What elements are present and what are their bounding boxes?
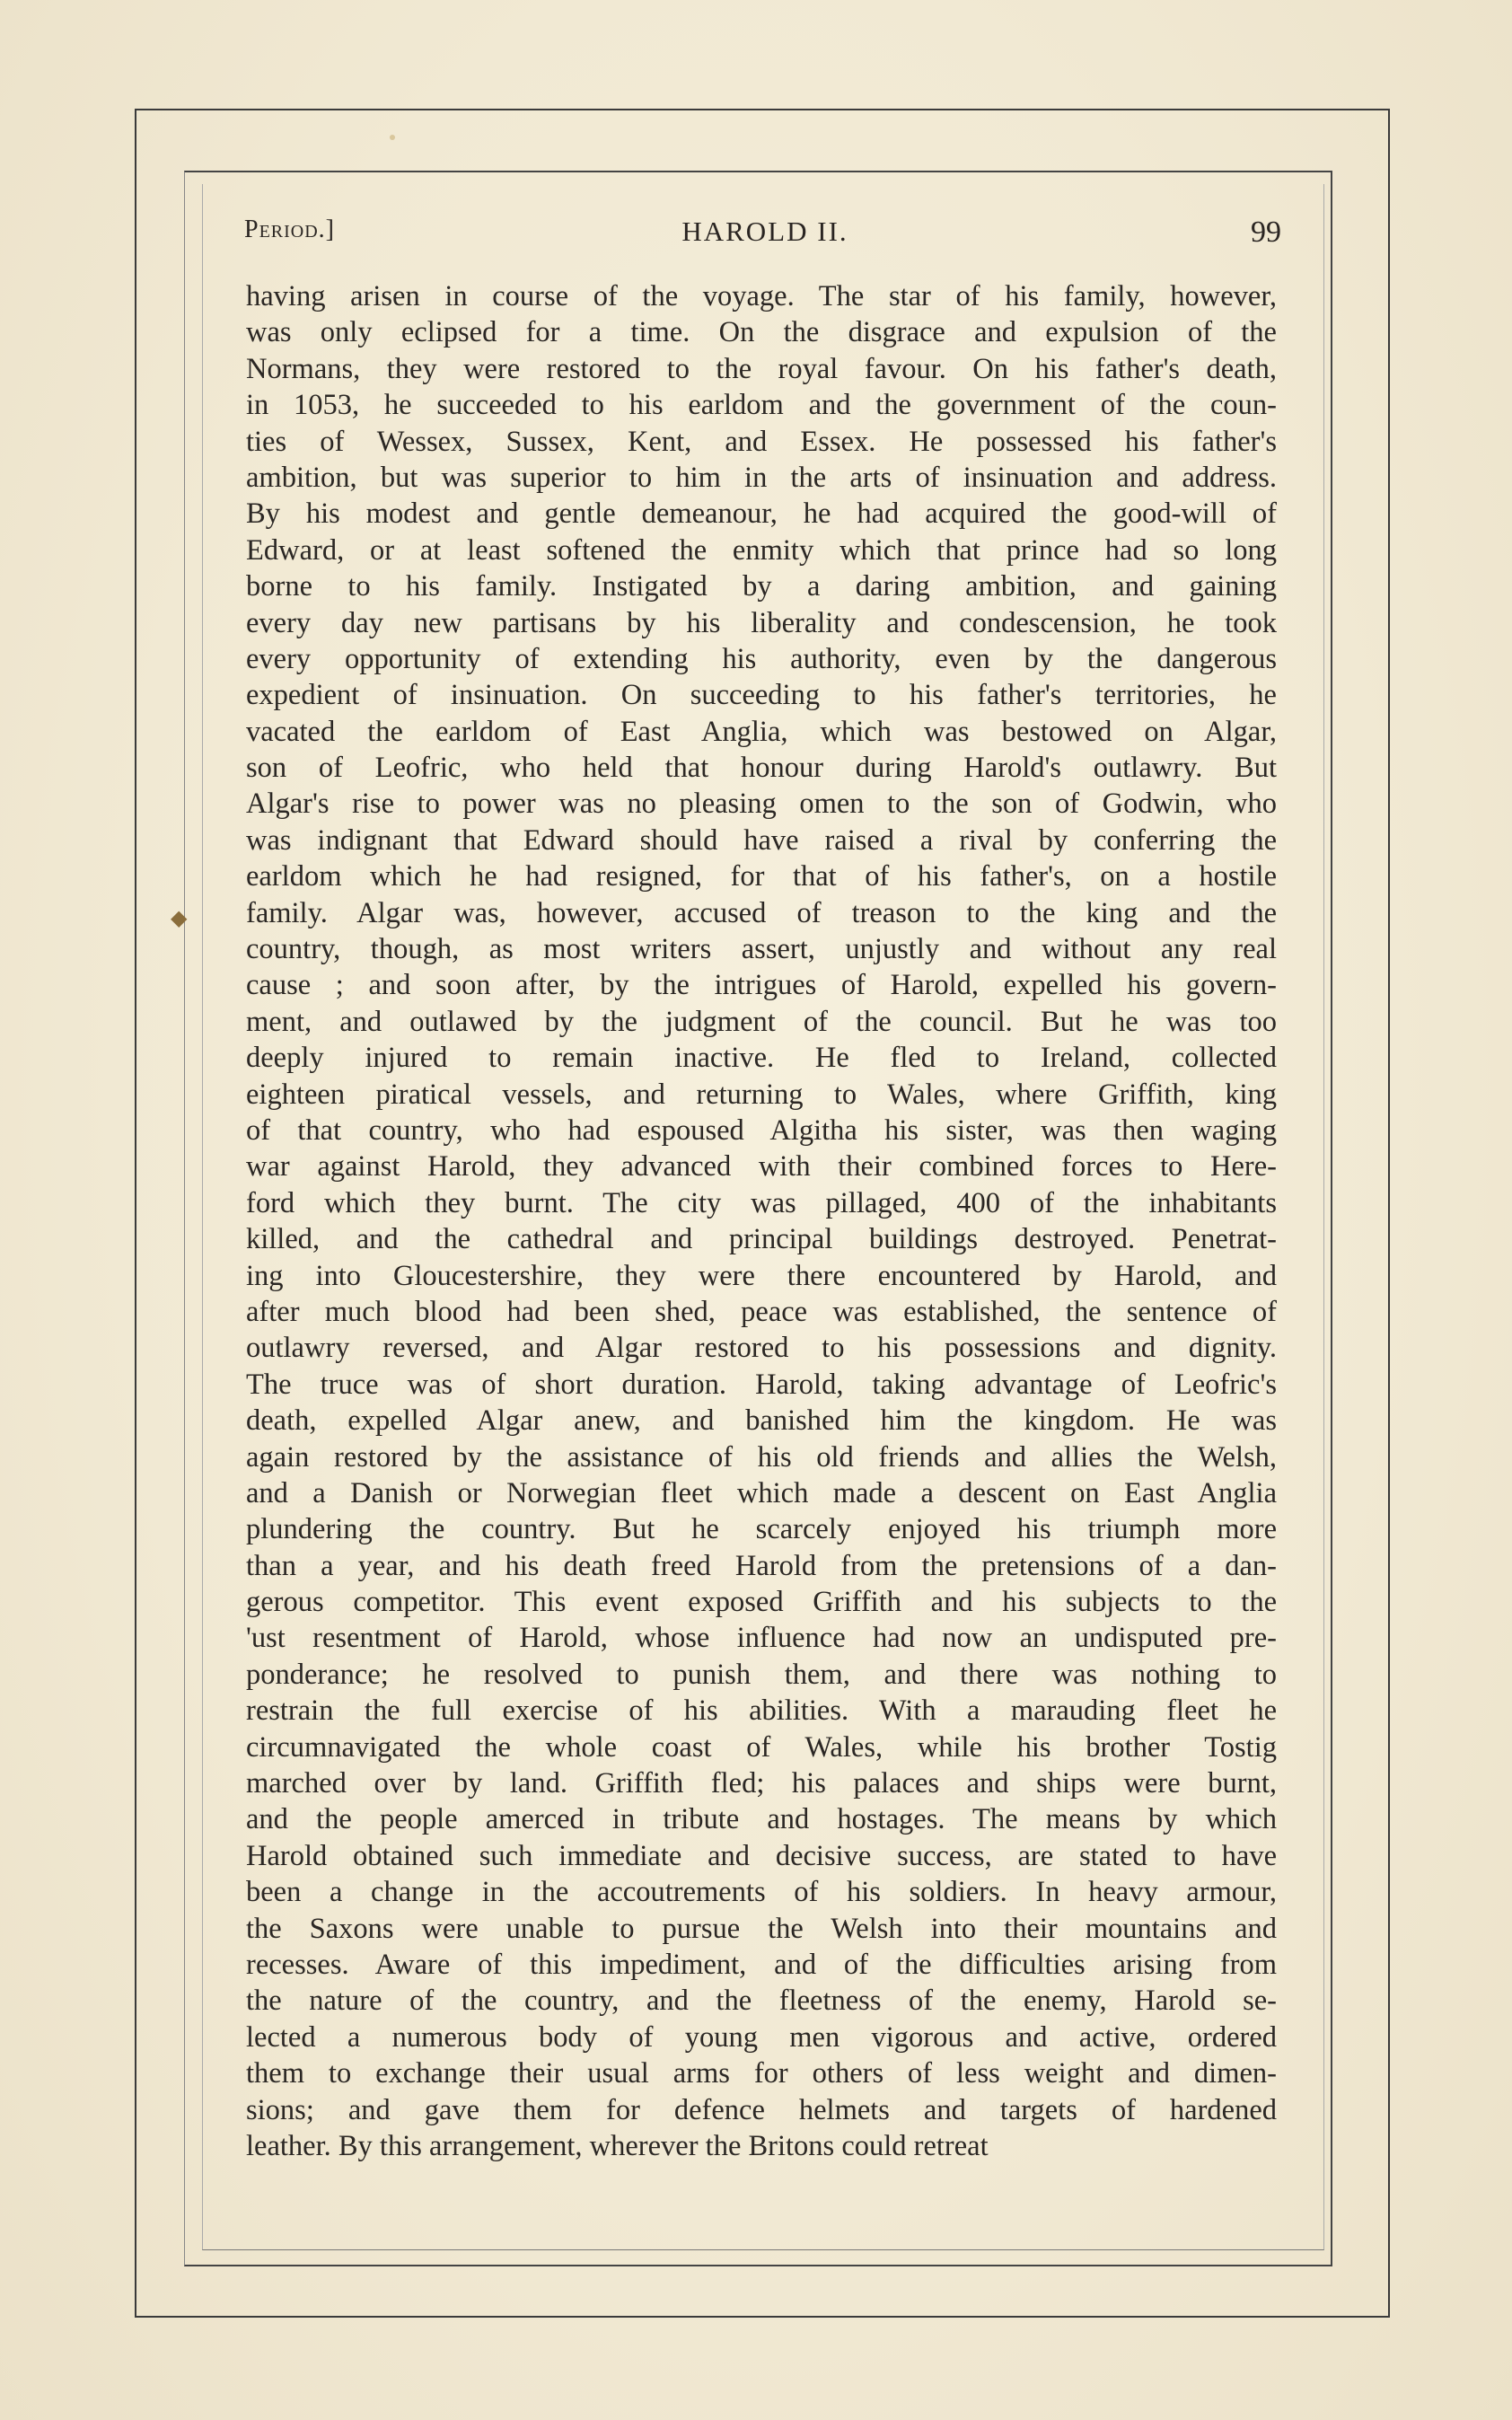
text-line: Algar's rise to power was no pleasing omen to the son of Godwin, who — [246, 788, 1277, 821]
text-line: borne to his family. Instigated by a daring ambition, and gaining — [246, 570, 1277, 603]
text-line: every opportunity of extending his authority, even by the dangerous — [246, 642, 1277, 675]
text-line: lected a numerous body of young men vigorous and active, ordered — [246, 2020, 1277, 2054]
text-line: recesses. Aware of this impediment, and of the difficulties arising from — [246, 1948, 1277, 1981]
text-line: outlawry reversed, and Algar restored to his possessions and dignity. — [246, 1332, 1277, 1365]
running-head-title: HAROLD II. — [681, 216, 848, 247]
text-line: ford which they burnt. The city was pillaged, 400 of the inhabitants — [246, 1186, 1277, 1219]
text-line: vacated the earldom of East Anglia, which was bestowed on Algar, — [246, 715, 1277, 748]
text-line: Edward, or at least softened the enmity which that prince had so long — [246, 533, 1277, 567]
text-line: them to exchange their usual arms for others of less weight and dimen- — [246, 2057, 1277, 2090]
body-text — [246, 278, 1277, 2164]
text-line: war against Harold, they advanced with their combined forces to Here- — [246, 1150, 1277, 1184]
text-line: and a Danish or Norwegian fleet which made a descent on East Anglia — [246, 1476, 1277, 1509]
text-line: Harold obtained such immediate and decisive success, are stated to have — [246, 1839, 1277, 1872]
text-line: The truce was of short duration. Harold, taking advantage of Leofric's — [246, 1368, 1277, 1401]
running-head-left: Period.] — [244, 216, 335, 243]
outer-frame-right-rule — [1388, 109, 1390, 2318]
page-number: 99 — [1251, 216, 1281, 249]
running-header — [244, 216, 1286, 251]
text-line: after much blood had been shed, peace was established, the sentence of — [246, 1295, 1277, 1328]
outer-frame-top-rule — [135, 109, 1390, 110]
text-line: plundering the country. But he scarcely enjoyed his triumph more — [246, 1513, 1277, 1546]
text-line: deeply injured to remain inactive. He fled to Ireland, collected — [246, 1042, 1277, 1075]
text-line: was only eclipsed for a time. On the disgrace and expulsion of the — [246, 316, 1277, 349]
text-line: the Saxons were unable to pursue the Welsh into their mountains and — [246, 1912, 1277, 1945]
text-line: was indignant that Edward should have raised a rival by conferring the — [246, 823, 1277, 857]
text-line: 'ust resentment of Harold, whose influence had now an undisputed pre- — [246, 1622, 1277, 1655]
text-line: the nature of the country, and the fleetness of the enemy, Harold se- — [246, 1984, 1277, 2018]
text-line: again restored by the assistance of his old friends and allies the Welsh, — [246, 1440, 1277, 1474]
text-line: son of Leofric, who held that honour during Harold's outlawry. But — [246, 752, 1277, 785]
margin-marker-icon: ◆ — [171, 907, 188, 930]
text-line: circumnavigated the whole coast of Wales, while his brother Tostig — [246, 1730, 1277, 1764]
text-line: death, expelled Algar anew, and banished him the kingdom. He was — [246, 1404, 1277, 1438]
text-line: sions; and gave them for defence helmets and targets of hardened — [246, 2093, 1277, 2126]
text-line: country, though, as most writers assert, unjustly and without any real — [246, 933, 1277, 966]
text-line: ing into Gloucestershire, they were there encountered by Harold, and — [246, 1259, 1277, 1292]
text-line: By his modest and gentle demeanour, he had acquired the good-will of — [246, 497, 1277, 531]
text-line: been a change in the accoutrements of his soldiers. In heavy armour, — [246, 1876, 1277, 1909]
text-line: and the people amerced in tribute and hostages. The means by which — [246, 1803, 1277, 1836]
text-line: ambition, but was superior to him in the arts of insinuation and address. — [246, 461, 1277, 494]
text-line: Normans, they were restored to the royal favour. On his father's death, — [246, 352, 1277, 385]
text-line: leather. By this arrangement, wherever the Britons could retreat — [246, 2129, 989, 2162]
text-line: killed, and the cathedral and principal buildings destroyed. Penetrat- — [246, 1223, 1277, 1256]
text-line: eighteen piratical vessels, and returning to Wales, where Griffith, king — [246, 1078, 1277, 1111]
text-line: gerous competitor. This event exposed Griffith and his subjects to the — [246, 1586, 1277, 1619]
paper-speck — [390, 135, 395, 140]
text-line: marched over by land. Griffith fled; his palaces and ships were burnt, — [246, 1767, 1277, 1800]
text-line: every day new partisans by his liberality and condescension, he took — [246, 606, 1277, 639]
text-line: cause ; and soon after, by the intrigues of Harold, expelled his govern- — [246, 969, 1277, 1002]
text-line: having arisen in course of the voyage. The star of his family, however, — [246, 280, 1277, 312]
text-line: ment, and outlawed by the judgment of the council. But he was too — [246, 1005, 1277, 1038]
outer-frame-bottom-rule — [135, 2316, 1390, 2318]
text-line: expedient of insinuation. On succeeding to his father's territories, he — [246, 679, 1277, 712]
text-line: in 1053, he succeeded to his earldom and the government of the coun- — [246, 389, 1277, 422]
text-line: of that country, who had espoused Algitha his sister, was then waging — [246, 1113, 1277, 1147]
text-line: family. Algar was, however, accused of treason to the king and the — [246, 896, 1277, 929]
text-line: ties of Wessex, Sussex, Kent, and Essex. He possessed his father's — [246, 425, 1277, 458]
text-line: restrain the full exercise of his abilities. With a marauding fleet he — [246, 1694, 1277, 1728]
text-line: earldom which he had resigned, for that of his father's, on a hostile — [246, 860, 1277, 893]
text-line: than a year, and his death freed Harold from the pretensions of a dan- — [246, 1549, 1277, 1582]
text-line: ponderance; he resolved to punish them, and there was nothing to — [246, 1658, 1277, 1691]
outer-frame-left-rule — [135, 109, 136, 2318]
